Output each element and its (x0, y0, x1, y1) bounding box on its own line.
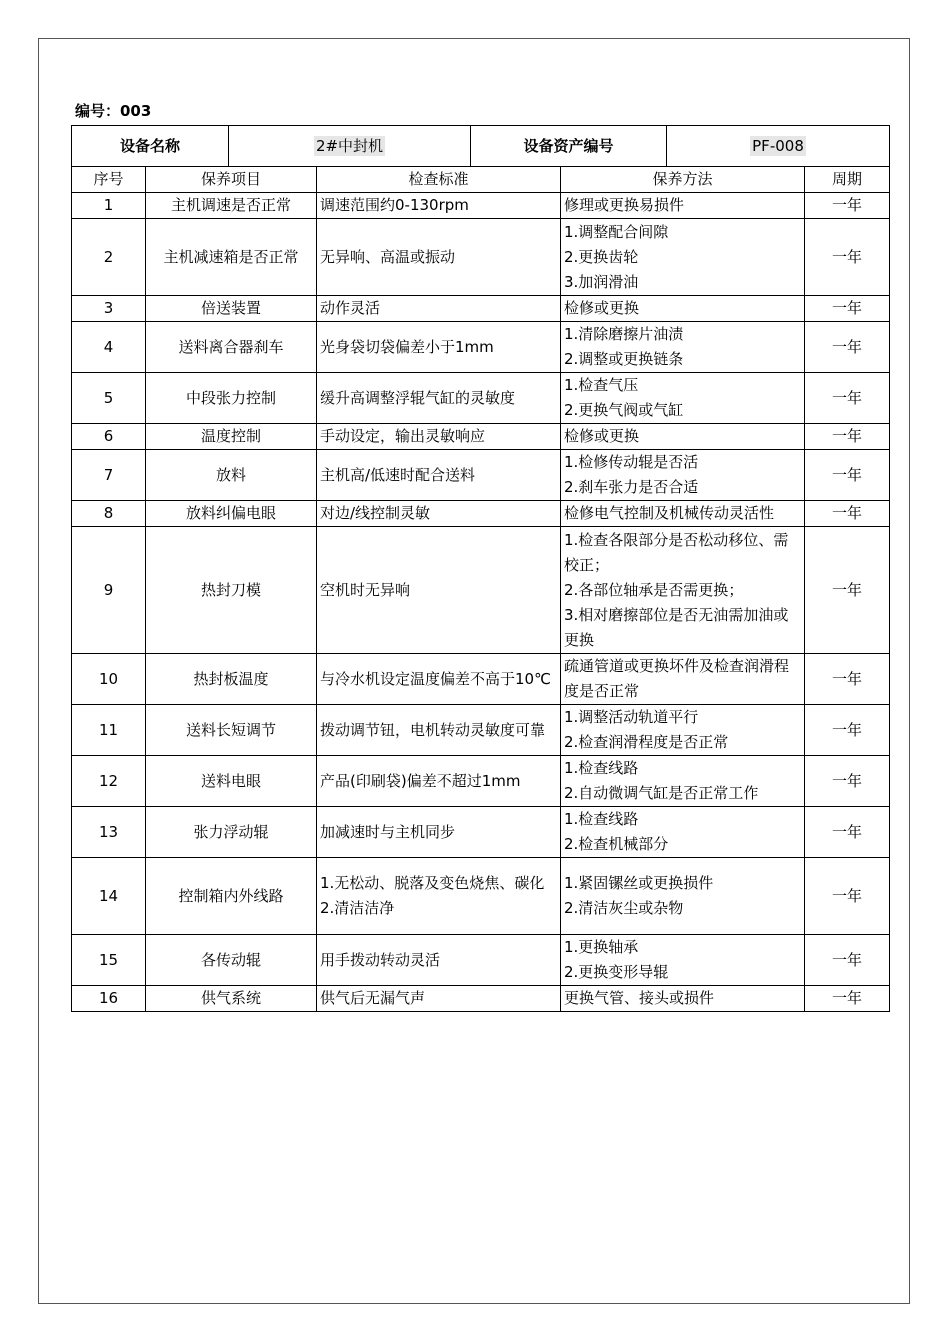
col-header-method: 保养方法 (561, 167, 805, 193)
table-row (72, 193, 890, 219)
maintenance-period: 一年 (805, 322, 890, 373)
row-number: 2 (72, 219, 146, 296)
maintenance-period: 一年 (805, 501, 890, 527)
row-number: 14 (72, 858, 146, 935)
method-line: 2.各部位轴承是否需更换； (564, 580, 744, 599)
maintenance-period: 一年 (805, 424, 890, 450)
maintenance-item: 主机调速是否正常 (146, 193, 317, 219)
table-row (72, 373, 890, 424)
method-line: 2.刹车张力是否合适 (564, 478, 699, 496)
table-row (72, 807, 890, 858)
maintenance-period: 一年 (805, 705, 890, 756)
maintenance-method (561, 756, 805, 807)
inspection-standard (317, 705, 561, 756)
method-line: 1.检修传动辊是否活 (564, 453, 699, 471)
maintenance-method (561, 373, 805, 424)
method-line: 2.检查润滑程度是否正常 (564, 733, 729, 751)
method-line: 1.紧固镙丝或更换损件 (564, 874, 714, 892)
method-line: 1.检查线路 (564, 759, 639, 777)
method-line: 2.更换齿轮 (564, 247, 639, 266)
col-header-item: 保养项目 (146, 167, 317, 193)
maintenance-period: 一年 (805, 986, 890, 1012)
maintenance-method (561, 527, 805, 654)
table-row (72, 424, 890, 450)
maintenance-period: 一年 (805, 373, 890, 424)
row-number: 15 (72, 935, 146, 986)
row-number: 4 (72, 322, 146, 373)
row-number: 1 (72, 193, 146, 219)
method-line: 3.加润滑油 (564, 272, 639, 291)
maintenance-method (561, 424, 805, 450)
method-line: 1.清除磨擦片油渍 (564, 325, 684, 343)
maintenance-item: 各传动辊 (146, 935, 317, 986)
maintenance-item: 放料 (146, 450, 317, 501)
inspection-standard (317, 219, 561, 296)
method-line: 检修电气控制及机械传动灵活性 (564, 504, 775, 522)
standard-line: 无异响、高温或振动 (320, 247, 456, 266)
maintenance-period: 一年 (805, 756, 890, 807)
maintenance-method (561, 858, 805, 935)
standard-line: 与冷水机设定温度偏差不高于10℃ (320, 669, 551, 688)
maintenance-method (561, 654, 805, 705)
maintenance-method (561, 450, 805, 501)
method-line: 1.调整活动轨道平行 (564, 708, 699, 726)
row-number: 12 (72, 756, 146, 807)
method-line: 更换气管、接头或损件 (564, 989, 715, 1007)
method-line: 1.调整配合间隙 (564, 222, 669, 241)
row-number: 13 (72, 807, 146, 858)
maintenance-item: 热封板温度 (146, 654, 317, 705)
standard-line: 空机时无异响 (320, 580, 411, 599)
maintenance-period: 一年 (805, 807, 890, 858)
standard-line: 加减速时与主机同步 (320, 822, 456, 841)
inspection-standard (317, 756, 561, 807)
standard-line: 缓升高调整浮辊气缸的灵敏度 (320, 388, 516, 407)
standard-line: 1.无松动、脱落及变色烧焦、碳化 (320, 874, 545, 892)
maintenance-method (561, 705, 805, 756)
maintenance-item: 送料电眼 (146, 756, 317, 807)
standard-line: 手动设定，输出灵敏响应 (320, 427, 486, 445)
row-number: 6 (72, 424, 146, 450)
method-line: 2.自动微调气缸是否正常工作 (564, 784, 759, 802)
table-row (72, 858, 890, 935)
inspection-standard (317, 935, 561, 986)
equipment-name-value: 2#中封机 (229, 126, 471, 167)
maintenance-period: 一年 (805, 219, 890, 296)
table-row (72, 756, 890, 807)
maintenance-method (561, 296, 805, 322)
table-row (72, 219, 890, 296)
maintenance-method (561, 322, 805, 373)
standard-line: 供气后无漏气声 (320, 989, 426, 1007)
standard-line: 拨动调节钮，电机转动灵敏度可靠 (320, 720, 546, 739)
inspection-standard (317, 193, 561, 219)
table-row (72, 935, 890, 986)
maintenance-item: 主机减速箱是否正常 (146, 219, 317, 296)
table-row (72, 322, 890, 373)
table-row (72, 705, 890, 756)
standard-line: 主机高/低速时配合送料 (320, 465, 476, 484)
asset-number-value: PF-008 (667, 126, 890, 167)
method-line: 2.更换变形导辊 (564, 963, 669, 981)
table-row (72, 501, 890, 527)
maintenance-period: 一年 (805, 450, 890, 501)
document-number: 编号：003 (75, 102, 152, 120)
standard-line: 对边/线控制灵敏 (320, 504, 431, 522)
table-row (72, 527, 890, 654)
method-line: 2.清洁灰尘或杂物 (564, 899, 684, 917)
asset-number-label: 设备资产编号 (471, 126, 667, 167)
row-number: 5 (72, 373, 146, 424)
maintenance-item: 倍送装置 (146, 296, 317, 322)
maintenance-item: 供气系统 (146, 986, 317, 1012)
col-header-period: 周期 (805, 167, 890, 193)
method-line: 1.检查线路 (564, 810, 639, 828)
standard-line: 动作灵活 (320, 299, 381, 317)
standard-line: 产品(印刷袋)偏差不超过1mm (320, 771, 521, 790)
maintenance-item: 张力浮动辊 (146, 807, 317, 858)
maintenance-period: 一年 (805, 193, 890, 219)
maintenance-item: 控制箱内外线路 (146, 858, 317, 935)
inspection-standard (317, 296, 561, 322)
inspection-standard (317, 424, 561, 450)
row-number: 10 (72, 654, 146, 705)
maintenance-period: 一年 (805, 858, 890, 935)
standard-line: 调速范围约0-130rpm (320, 196, 469, 214)
method-line: 疏通管道或更换坏件及检查润滑程度是否正常 (564, 657, 790, 700)
method-line: 2.更换气阀或气缸 (564, 401, 684, 419)
maintenance-period: 一年 (805, 527, 890, 654)
maintenance-period: 一年 (805, 935, 890, 986)
maintenance-method (561, 935, 805, 986)
inspection-standard (317, 373, 561, 424)
method-line: 2.调整或更换链条 (564, 350, 684, 368)
row-number: 7 (72, 450, 146, 501)
equipment-header-table (71, 125, 890, 167)
maintenance-method (561, 501, 805, 527)
inspection-standard (317, 450, 561, 501)
table-row (72, 450, 890, 501)
inspection-standard (317, 322, 561, 373)
maintenance-item: 送料离合器刹车 (146, 322, 317, 373)
table-row (72, 296, 890, 322)
maintenance-method (561, 193, 805, 219)
table-row (72, 654, 890, 705)
standard-line: 光身袋切袋偏差小于1mm (320, 337, 494, 356)
inspection-standard (317, 807, 561, 858)
method-line: 修理或更换易损件 (564, 196, 685, 214)
standard-line: 用手拨动转动灵活 (320, 950, 441, 969)
col-header-number: 序号 (72, 167, 146, 193)
maintenance-method (561, 219, 805, 296)
method-line: 1.检查气压 (564, 376, 639, 394)
maintenance-period: 一年 (805, 654, 890, 705)
table-row (72, 986, 890, 1012)
maintenance-method (561, 807, 805, 858)
row-number: 8 (72, 501, 146, 527)
method-line: 1.更换轴承 (564, 938, 639, 956)
method-line: 2.检查机械部分 (564, 835, 669, 853)
inspection-standard (317, 654, 561, 705)
method-line: 检修或更换 (564, 299, 640, 317)
inspection-standard (317, 858, 561, 935)
maintenance-table (71, 166, 890, 1012)
row-number: 3 (72, 296, 146, 322)
maintenance-item: 放料纠偏电眼 (146, 501, 317, 527)
maintenance-method (561, 986, 805, 1012)
maintenance-item: 热封刀模 (146, 527, 317, 654)
col-header-standard: 检查标准 (317, 167, 561, 193)
row-number: 11 (72, 705, 146, 756)
method-line: 检修或更换 (564, 427, 640, 445)
maintenance-period: 一年 (805, 296, 890, 322)
method-line: 1.检查各限部分是否松动移位、需校正； (564, 530, 789, 574)
inspection-standard (317, 501, 561, 527)
inspection-standard (317, 527, 561, 654)
maintenance-item: 送料长短调节 (146, 705, 317, 756)
equipment-name-label: 设备名称 (72, 126, 229, 167)
row-number: 9 (72, 527, 146, 654)
maintenance-item: 温度控制 (146, 424, 317, 450)
row-number: 16 (72, 986, 146, 1012)
maintenance-item: 中段张力控制 (146, 373, 317, 424)
method-line: 3.相对磨擦部位是否无油需加油或更换 (564, 605, 789, 649)
standard-line: 2.清洁洁净 (320, 899, 395, 917)
inspection-standard (317, 986, 561, 1012)
